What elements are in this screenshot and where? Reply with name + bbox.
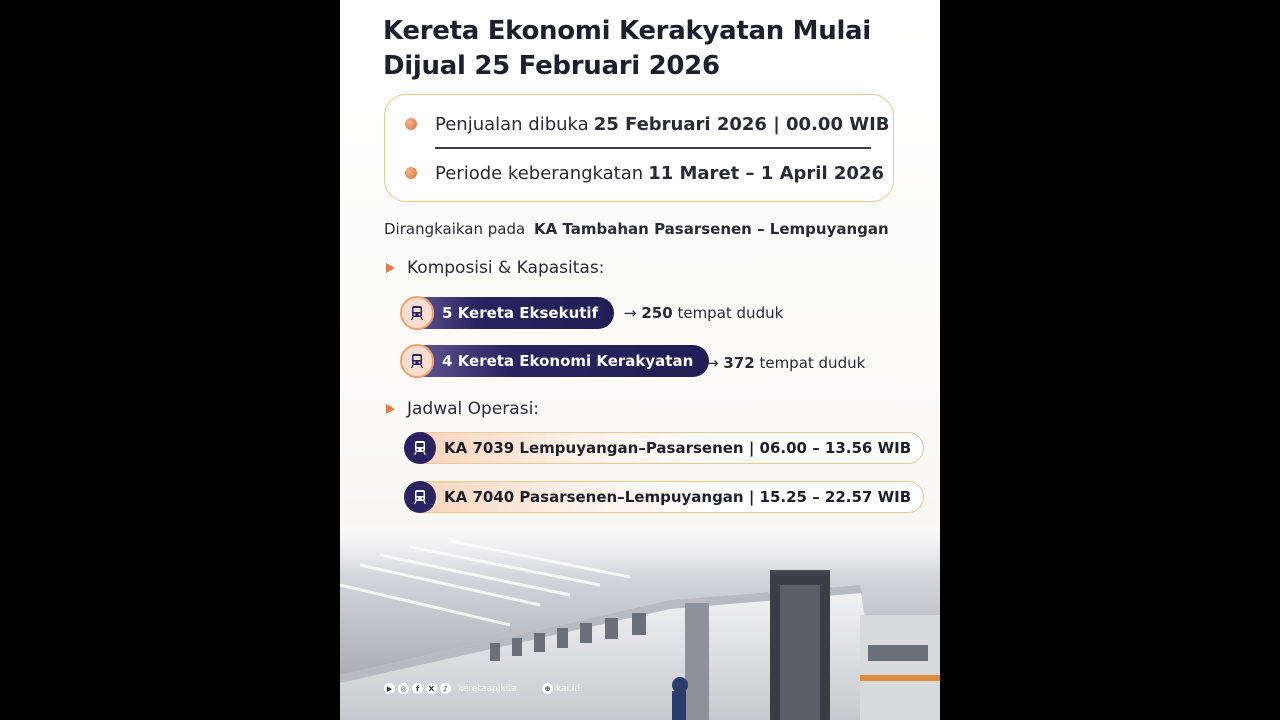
- departure-period-row: [385, 158, 893, 188]
- bullet-dot-icon: [405, 118, 417, 130]
- page-title: Kereta Ekonomi Kerakyatan Mulai Dijual 25 Februari 2026: [383, 16, 871, 81]
- x-icon: X: [426, 683, 437, 694]
- arrow-icon: →: [624, 304, 637, 322]
- triangle-bullet-icon: [386, 263, 395, 273]
- sales-info-box: [384, 94, 894, 202]
- train-icon: [404, 432, 436, 464]
- arrow-icon: →: [706, 354, 719, 372]
- website: kai.id: [556, 683, 581, 694]
- sales-open-value: 25 Februari 2026 | 00.00 WIB: [593, 113, 890, 135]
- train-icon: [400, 296, 434, 330]
- triangle-bullet-icon: [386, 404, 395, 414]
- seat-suffix: tempat duduk: [759, 354, 866, 372]
- composition-pill-label: 5 Kereta Eksekutif: [442, 304, 599, 322]
- train-icon: [400, 344, 434, 378]
- divider: [435, 147, 871, 149]
- schedule-item-label: KA 7040 Pasarsenen–Lempuyangan | 15.25 – 22.57 WIB: [444, 488, 912, 506]
- schedule-item-label: KA 7039 Lempuyangan–Pasarsenen | 06.00 – 13.56 WIB: [444, 439, 912, 457]
- departure-period-label: Periode keberangkatan: [435, 162, 644, 184]
- attached-value: KA Tambahan Pasarsenen – Lempuyangan: [534, 220, 889, 238]
- sales-open-row: [385, 109, 893, 139]
- schedule-item: [404, 481, 924, 513]
- facebook-icon: f: [412, 683, 423, 694]
- composition-capacity: [706, 354, 865, 372]
- sales-open-label: Penjualan dibuka: [435, 113, 589, 135]
- bullet-dot-icon: [405, 167, 417, 179]
- departure-period-value: 11 Maret – 1 April 2026: [648, 162, 884, 184]
- footer-social: [384, 683, 580, 694]
- composition-heading-text: Komposisi & Kapasitas:: [407, 258, 605, 278]
- composition-capacity: [624, 304, 783, 322]
- attached-train-line: [384, 220, 889, 238]
- train-icon: [404, 481, 436, 513]
- youtube-icon: ▶: [384, 683, 395, 694]
- social-handle: keretaapikita: [458, 683, 517, 694]
- seat-suffix: tempat duduk: [677, 304, 784, 322]
- poster: [340, 0, 940, 720]
- seat-count: 250: [641, 304, 673, 322]
- schedule-heading: [384, 399, 539, 419]
- photo-fade: [340, 525, 940, 575]
- composition-pill-executive: [402, 297, 614, 329]
- composition-pill-label: 4 Kereta Ekonomi Kerakyatan: [442, 352, 694, 370]
- seat-count: 372: [723, 354, 755, 372]
- schedule-heading-text: Jadwal Operasi:: [407, 399, 540, 419]
- composition-heading: [384, 258, 604, 278]
- schedule-item: [404, 432, 924, 464]
- tiktok-icon: ♪: [440, 683, 451, 694]
- globe-icon: ⊕: [542, 683, 553, 694]
- attached-label: Dirangkaikan pada: [384, 220, 526, 238]
- composition-pill-economy: [402, 345, 709, 377]
- instagram-icon: ◎: [398, 683, 409, 694]
